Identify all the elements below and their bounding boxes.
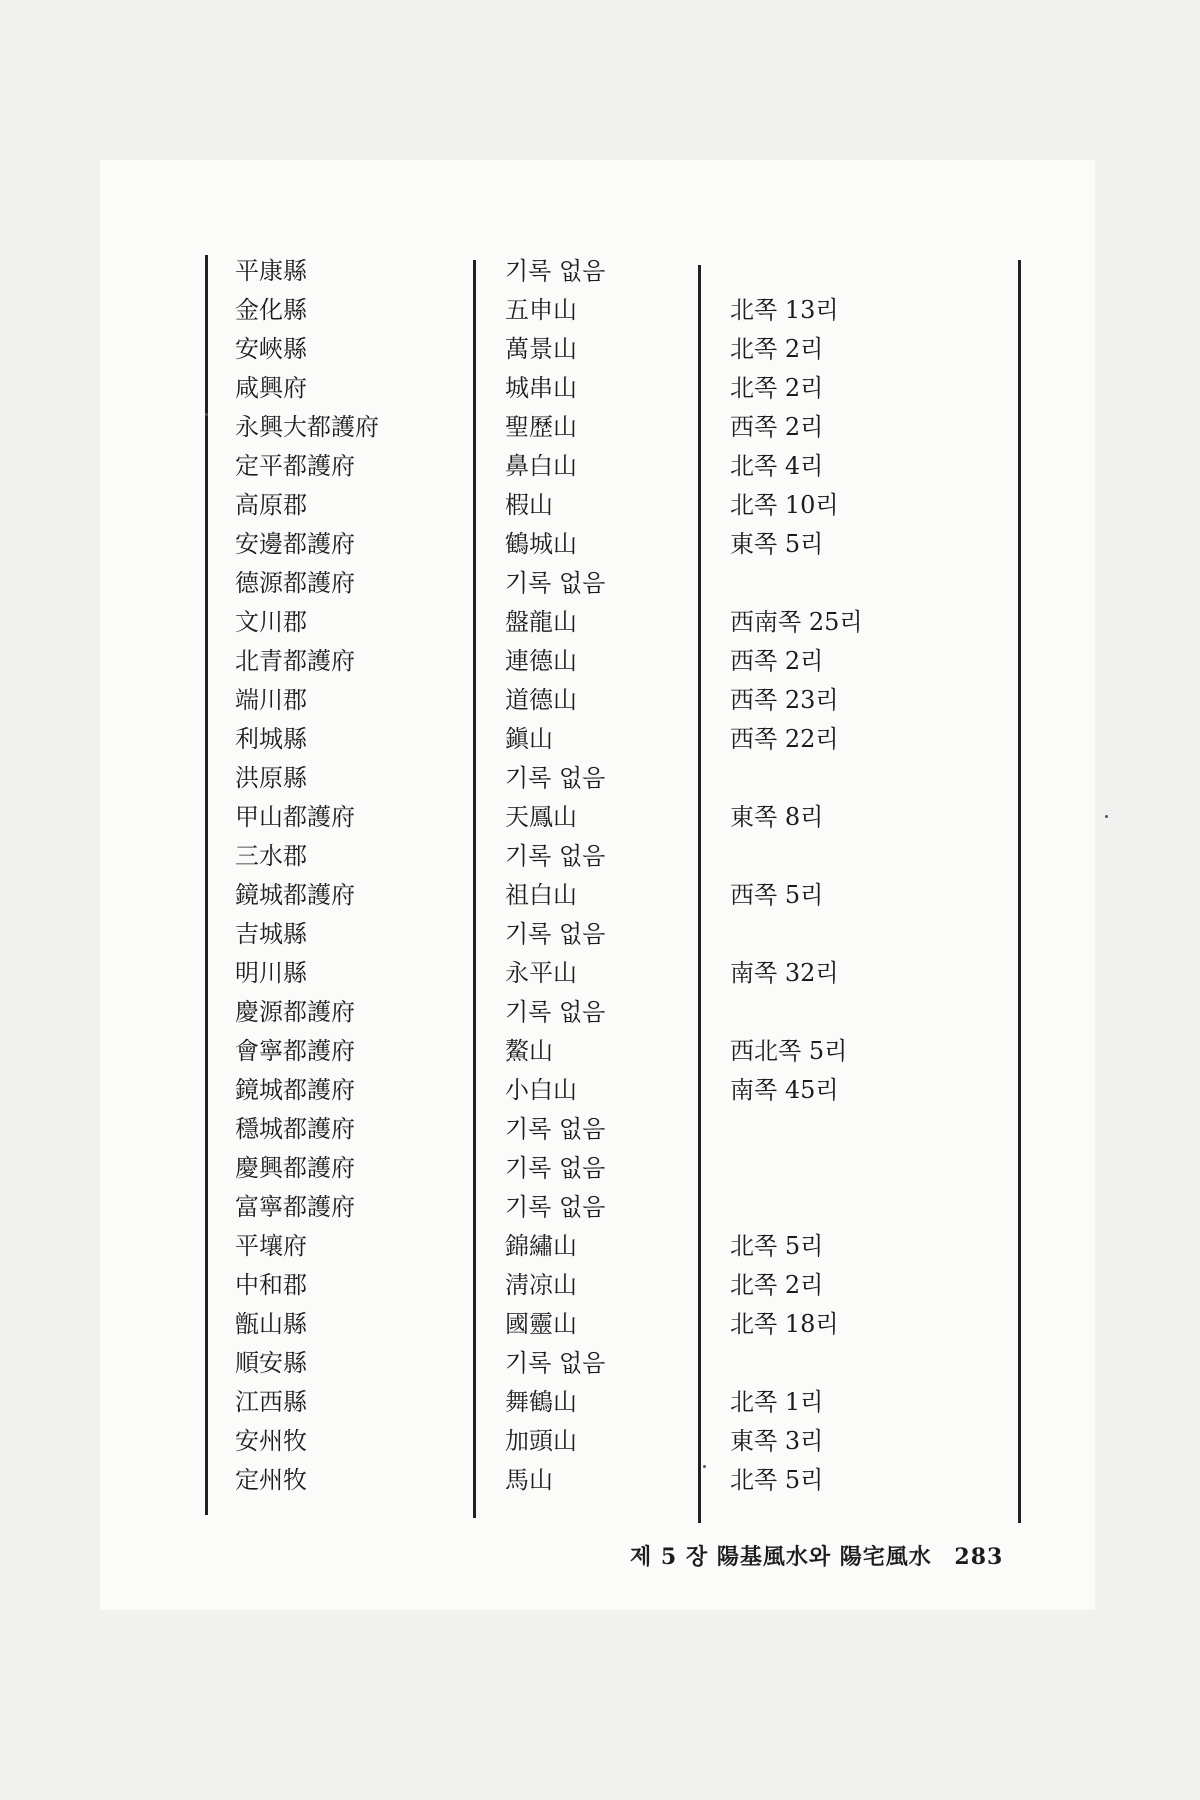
place-cell: 端川郡: [235, 686, 307, 714]
table-row: [195, 408, 1035, 447]
place-cell: 鏡城都護府: [235, 881, 355, 909]
direction-cell: 北쪽 5리: [730, 1466, 824, 1494]
mountain-table: [195, 245, 1035, 1535]
place-cell: 高原郡: [235, 491, 307, 519]
direction-cell: 南쪽 32리: [730, 959, 839, 987]
mountain-cell: 祖白山: [505, 881, 577, 909]
mountain-cell: 小白山: [505, 1076, 577, 1104]
table-row: [195, 1110, 1035, 1149]
place-cell: 三水郡: [235, 842, 307, 870]
mountain-cell: 鰲山: [505, 1037, 553, 1065]
table-row: [195, 1071, 1035, 1110]
table-row: [195, 837, 1035, 876]
direction-cell: 西쪽 2리: [730, 413, 824, 441]
mountain-cell: 城串山: [505, 374, 577, 402]
table-row: [195, 1227, 1035, 1266]
mountain-cell: 기록 없음: [505, 1349, 606, 1377]
mountain-cell: 道德山: [505, 686, 577, 714]
mountain-cell: 기록 없음: [505, 920, 606, 948]
place-cell: 文川郡: [235, 608, 307, 636]
table-row: [195, 564, 1035, 603]
direction-cell: 西南쪽 25리: [730, 608, 863, 636]
mountain-cell: 舞鶴山: [505, 1388, 577, 1416]
place-cell: 慶興都護府: [235, 1154, 355, 1182]
table-row: [195, 759, 1035, 798]
table-row: [195, 993, 1035, 1032]
direction-cell: 北쪽 2리: [730, 1271, 824, 1299]
table-row: [195, 291, 1035, 330]
place-cell: 咸興府: [235, 374, 307, 402]
table-row: [195, 1149, 1035, 1188]
page-number: 283: [954, 1544, 1004, 1570]
direction-cell: 西쪽 22리: [730, 725, 839, 753]
table-row: [195, 681, 1035, 720]
direction-cell: 北쪽 18리: [730, 1310, 839, 1338]
place-cell: 富寧都護府: [235, 1193, 355, 1221]
mountain-cell: 鼻白山: [505, 452, 577, 480]
place-cell: 洪原縣: [235, 764, 307, 792]
place-cell: 慶源都護府: [235, 998, 355, 1026]
chapter-label: 제 5 장: [630, 1544, 709, 1570]
direction-cell: 西쪽 5리: [730, 881, 824, 909]
table-row: [195, 330, 1035, 369]
mountain-cell: 鎭山: [505, 725, 553, 753]
place-cell: 金化縣: [235, 296, 307, 324]
table-row: [195, 1461, 1035, 1500]
table-row: [195, 1383, 1035, 1422]
direction-cell: 北쪽 2리: [730, 335, 824, 363]
table-row: [195, 1188, 1035, 1227]
place-cell: 平康縣: [235, 257, 307, 285]
mountain-cell: 馬山: [505, 1466, 553, 1494]
place-cell: 明川縣: [235, 959, 307, 987]
mountain-cell: 기록 없음: [505, 764, 606, 792]
direction-cell: 西쪽 23리: [730, 686, 839, 714]
mountain-cell: 連德山: [505, 647, 577, 675]
print-speck: [703, 1465, 706, 1468]
mountain-cell: 椵山: [505, 491, 553, 519]
table-row: [195, 369, 1035, 408]
direction-cell: 東쪽 8리: [730, 803, 824, 831]
place-cell: 德源都護府: [235, 569, 355, 597]
place-cell: 甲山都護府: [235, 803, 355, 831]
place-cell: 甑山縣: [235, 1310, 307, 1338]
mountain-cell: 기록 없음: [505, 569, 606, 597]
mountain-cell: 기록 없음: [505, 842, 606, 870]
table-row: [195, 525, 1035, 564]
mountain-cell: 天鳳山: [505, 803, 577, 831]
place-cell: 吉城縣: [235, 920, 307, 948]
mountain-cell: 國靈山: [505, 1310, 577, 1338]
place-cell: 會寧都護府: [235, 1037, 355, 1065]
table-row: [195, 642, 1035, 681]
direction-cell: 東쪽 3리: [730, 1427, 824, 1455]
mountain-cell: 기록 없음: [505, 1193, 606, 1221]
table-row: [195, 1266, 1035, 1305]
table-row: [195, 876, 1035, 915]
table-row: [195, 954, 1035, 993]
table-row: [195, 252, 1035, 291]
mountain-cell: 기록 없음: [505, 998, 606, 1026]
table-row: [195, 1344, 1035, 1383]
table-row: [195, 798, 1035, 837]
place-cell: 順安縣: [235, 1349, 307, 1377]
mountain-cell: 聖歷山: [505, 413, 577, 441]
place-cell: 安州牧: [235, 1427, 307, 1455]
table-row: [195, 1422, 1035, 1461]
direction-cell: 西쪽 2리: [730, 647, 824, 675]
direction-cell: 北쪽 10리: [730, 491, 839, 519]
table-row: [195, 447, 1035, 486]
print-speck: [205, 413, 208, 416]
direction-cell: 北쪽 2리: [730, 374, 824, 402]
mountain-cell: 鶴城山: [505, 530, 577, 558]
direction-cell: 東쪽 5리: [730, 530, 824, 558]
mountain-cell: 盤龍山: [505, 608, 577, 636]
place-cell: 定平都護府: [235, 452, 355, 480]
place-cell: 利城縣: [235, 725, 307, 753]
mountain-cell: 五申山: [505, 296, 577, 324]
direction-cell: 北쪽 4리: [730, 452, 824, 480]
direction-cell: 西北쪽 5리: [730, 1037, 848, 1065]
place-cell: 永興大都護府: [235, 413, 379, 441]
direction-cell: 南쪽 45리: [730, 1076, 839, 1104]
mountain-cell: 永平山: [505, 959, 577, 987]
place-cell: 安邊都護府: [235, 530, 355, 558]
place-cell: 穩城都護府: [235, 1115, 355, 1143]
table-row: [195, 486, 1035, 525]
print-speck: [1105, 815, 1108, 818]
direction-cell: 北쪽 5리: [730, 1232, 824, 1260]
place-cell: 安峽縣: [235, 335, 307, 363]
table-row: [195, 603, 1035, 642]
table-row: [195, 1305, 1035, 1344]
place-cell: 江西縣: [235, 1388, 307, 1416]
place-cell: 中和郡: [235, 1271, 307, 1299]
mountain-cell: 기록 없음: [505, 257, 606, 285]
place-cell: 平壤府: [235, 1232, 307, 1260]
mountain-cell: 錦繡山: [505, 1232, 577, 1260]
table-row: [195, 1032, 1035, 1071]
direction-cell: 北쪽 13리: [730, 296, 839, 324]
direction-cell: 北쪽 1리: [730, 1388, 824, 1416]
table-row: [195, 720, 1035, 759]
mountain-cell: 萬景山: [505, 335, 577, 363]
place-cell: 北青都護府: [235, 647, 355, 675]
place-cell: 定州牧: [235, 1466, 307, 1494]
mountain-cell: 加頭山: [505, 1427, 577, 1455]
running-footer: [630, 1540, 1020, 1571]
table-row: [195, 915, 1035, 954]
mountain-cell: 기록 없음: [505, 1154, 606, 1182]
mountain-cell: 기록 없음: [505, 1115, 606, 1143]
mountain-cell: 淸凉山: [505, 1271, 577, 1299]
place-cell: 鏡城都護府: [235, 1076, 355, 1104]
chapter-title: 陽基風水와 陽宅風水: [716, 1544, 932, 1570]
